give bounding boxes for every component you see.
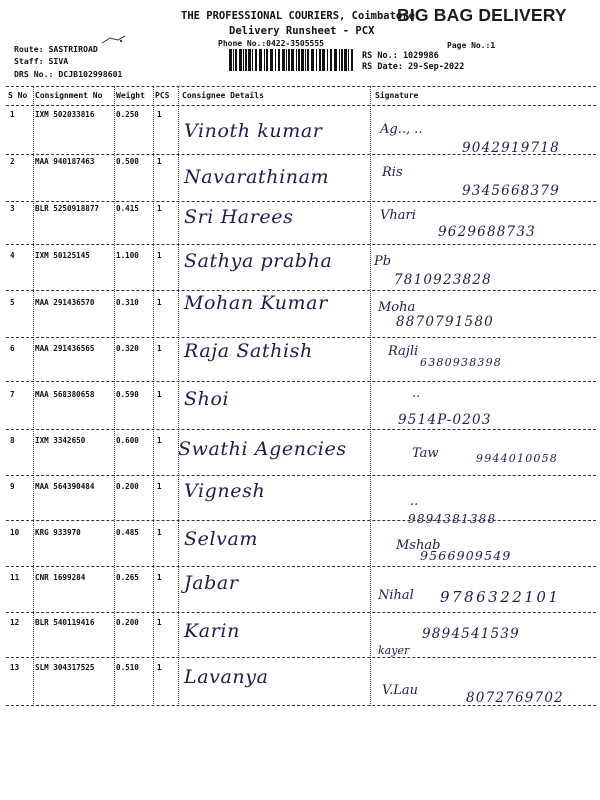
consignee-name: Jabar [184, 572, 239, 594]
barcode-bar [344, 49, 347, 71]
signature-scrawl: Pb [374, 254, 392, 269]
barcode-bar [252, 49, 253, 71]
barcode-bar [275, 49, 276, 71]
row-consignment-no: CNR 1699284 [35, 573, 86, 582]
consignee-name: Mohan Kumar [184, 292, 328, 314]
row-pcs: 1 [157, 663, 162, 672]
consignee-name: Navarathinam [184, 166, 330, 188]
consignee-name: Vignesh [184, 480, 266, 502]
recipient-phone: 8072769702 [466, 690, 564, 706]
signature-scrawl: Moha [378, 300, 416, 315]
column-divider [33, 86, 34, 706]
barcode-bar [259, 49, 262, 71]
barcode-bar [286, 49, 287, 71]
big-bag-delivery-stamp: BIG BAG DELIVERY [397, 5, 567, 25]
row-pcs: 1 [157, 436, 162, 445]
barcode-bar [288, 49, 290, 71]
row-weight: 0.415 [116, 204, 139, 213]
recipient-phone: 9345668379 [462, 183, 560, 199]
signature-scrawl: .. [412, 386, 421, 401]
row-sno: 8 [10, 436, 15, 445]
row-consignment-no: MAA 564390484 [35, 482, 95, 491]
barcode-bar [311, 49, 314, 71]
row-weight: 0.320 [116, 344, 139, 353]
row-weight: 0.250 [116, 110, 139, 119]
rs-date: RS Date: 29-Sep-2022 [362, 62, 465, 72]
barcode-bar [270, 49, 273, 71]
barcode-bar [266, 49, 268, 71]
recipient-phone: 9894381388 [408, 512, 497, 526]
row-separator [6, 154, 596, 155]
row-sno: 3 [10, 204, 15, 213]
barcode-bar [307, 49, 309, 71]
row-weight: 0.510 [116, 663, 139, 672]
row-sno: 12 [10, 618, 20, 627]
barcode-bar [319, 49, 321, 71]
recipient-phone: 6380938398 [420, 356, 502, 369]
row-weight: 0.500 [116, 157, 139, 166]
row-sno: 13 [10, 663, 20, 672]
row-consignment-no: KRG 933970 [35, 528, 81, 537]
signature-scrawl: Ag.., .. [380, 122, 423, 137]
row-sno: 9 [10, 482, 15, 491]
company-title: THE PROFESSIONAL COURIERS, Coimbatore [181, 10, 415, 22]
header-bottom-rule [6, 105, 596, 106]
signature-scrawl: .. [410, 494, 419, 509]
row-pcs: 1 [157, 390, 162, 399]
row-pcs: 1 [157, 618, 162, 627]
row-consignment-no: SLM 304317525 [35, 663, 95, 672]
row-consignment-no: MAA 291436570 [35, 298, 95, 307]
page-number: Page No.:1 [447, 41, 496, 50]
row-separator [6, 520, 596, 521]
row-sno: 11 [10, 573, 20, 582]
row-separator [6, 290, 596, 291]
row-consignment-no: BLR 5250918877 [35, 204, 100, 213]
signature-scrawl: kayer [378, 644, 410, 657]
row-pcs: 1 [157, 251, 162, 260]
consignee-name: Raja Sathish [184, 340, 313, 362]
row-pcs: 1 [157, 528, 162, 537]
column-header-consignment: Consignment No [35, 91, 103, 100]
barcode-bar [301, 49, 304, 71]
consignee-name: Lavanya [184, 666, 269, 688]
row-consignment-no: MAA 940187463 [35, 157, 95, 166]
consignee-name: Sathya prabha [184, 250, 333, 272]
row-weight: 0.600 [116, 436, 139, 445]
barcode-bar [305, 49, 306, 71]
barcode-bar [291, 49, 294, 71]
barcode-bar [316, 49, 317, 71]
row-sno: 5 [10, 298, 15, 307]
recipient-phone: 9629688733 [438, 224, 536, 240]
row-sno: 1 [10, 110, 15, 119]
barcode-bar [278, 49, 280, 71]
signature-scrawl: Mshab [396, 538, 441, 553]
recipient-phone: 9944010058 [476, 452, 558, 465]
barcode-bar [282, 49, 285, 71]
recipient-phone: 7810923828 [394, 272, 492, 288]
column-divider [370, 86, 371, 706]
drs-number: DRS No.: DCJB102998601 [14, 69, 123, 79]
row-consignment-no: MAA 568380658 [35, 390, 95, 399]
barcode-bar [341, 49, 343, 71]
row-pcs: 1 [157, 157, 162, 166]
recipient-phone: 8870791580 [396, 314, 494, 330]
row-pcs: 1 [157, 204, 162, 213]
table-top-rule [6, 86, 596, 87]
column-divider [114, 86, 115, 706]
row-separator [6, 429, 596, 430]
recipient-phone: 9042919718 [462, 140, 560, 156]
recipient-phone: 9514P-0203 [398, 412, 492, 428]
barcode-bar [243, 49, 244, 71]
table-bottom-rule [6, 705, 596, 706]
row-weight: 0.590 [116, 390, 139, 399]
barcode-bar [245, 49, 247, 71]
row-sno: 10 [10, 528, 20, 537]
recipient-phone: 9894541539 [422, 626, 520, 642]
row-pcs: 1 [157, 298, 162, 307]
barcode-bar [235, 49, 237, 71]
row-sno: 6 [10, 344, 15, 353]
barcode-bar [330, 49, 332, 71]
rs-number: RS No.: 1029986 [362, 51, 439, 61]
row-separator [6, 244, 596, 245]
consignee-name: Selvam [184, 528, 259, 550]
pen-scribble-mark [100, 34, 128, 46]
row-consignment-no: MAA 291436565 [35, 344, 95, 353]
barcode-bar [239, 49, 242, 71]
row-sno: 2 [10, 157, 15, 166]
signature-scrawl: Rajli [388, 344, 419, 359]
consignee-name: Shoi [184, 388, 230, 410]
row-separator [6, 566, 596, 567]
signature-scrawl: Vhari [380, 208, 416, 223]
column-header-sno: S No [8, 91, 28, 100]
barcode-bar [248, 49, 251, 71]
barcode-bar [351, 49, 353, 71]
staff-label: Staff: SIVA [14, 56, 69, 66]
barcode-bar [296, 49, 297, 71]
column-header-pcs: PCS [155, 91, 170, 100]
row-consignment-no: IXM 3342650 [35, 436, 86, 445]
recipient-phone: 9786322101 [440, 588, 561, 606]
row-weight: 0.200 [116, 482, 139, 491]
signature-scrawl: Ris [382, 165, 403, 180]
row-weight: 1.100 [116, 251, 139, 260]
row-weight: 0.265 [116, 573, 139, 582]
row-pcs: 1 [157, 482, 162, 491]
column-divider [153, 86, 154, 706]
column-header-weight: Weight [116, 91, 145, 100]
row-consignment-no: BLR 540119416 [35, 618, 95, 627]
row-separator [6, 475, 596, 476]
row-separator [6, 657, 596, 658]
column-header-consignee: Consignee Details [182, 91, 264, 100]
row-pcs: 1 [157, 110, 162, 119]
row-sno: 7 [10, 390, 15, 399]
consignee-name: Sri Harees [184, 206, 294, 228]
row-weight: 0.200 [116, 618, 139, 627]
row-separator [6, 612, 596, 613]
signature-scrawl: Nihal [378, 588, 414, 603]
row-separator [6, 381, 596, 382]
row-separator [6, 201, 596, 202]
barcode-bar [334, 49, 337, 71]
barcode-bar [264, 49, 265, 71]
row-separator [6, 337, 596, 338]
barcode-bar [298, 49, 300, 71]
column-divider [178, 86, 179, 706]
row-sno: 4 [10, 251, 15, 260]
consignee-name: Karin [184, 620, 240, 642]
row-consignment-no: IXM 50125145 [35, 251, 90, 260]
row-pcs: 1 [157, 573, 162, 582]
row-weight: 0.485 [116, 528, 139, 537]
signature-scrawl: V.Lau [382, 683, 419, 698]
consignee-name: Swathi Agencies [178, 438, 347, 460]
barcode-bar [348, 49, 349, 71]
row-consignment-no: IXM 502033816 [35, 110, 95, 119]
signature-scrawl: Taw [412, 446, 439, 461]
runsheet-title: Delivery Runsheet - PCX [229, 25, 375, 37]
row-weight: 0.310 [116, 298, 139, 307]
column-header-signature: Signature [375, 91, 419, 100]
recipient-phone: 9566909549 [420, 548, 512, 563]
barcode [229, 49, 355, 71]
row-pcs: 1 [157, 344, 162, 353]
barcode-bar [327, 49, 328, 71]
barcode-bar [339, 49, 340, 71]
consignee-name: Vinoth kumar [184, 120, 323, 142]
barcode-bar [233, 49, 234, 71]
barcode-bar [229, 49, 232, 71]
barcode-bar [255, 49, 257, 71]
barcode-bar [322, 49, 325, 71]
phone-number: Phone No.:0422-3505555 [218, 39, 324, 48]
route-label: Route: SASTRIROAD [14, 44, 98, 54]
